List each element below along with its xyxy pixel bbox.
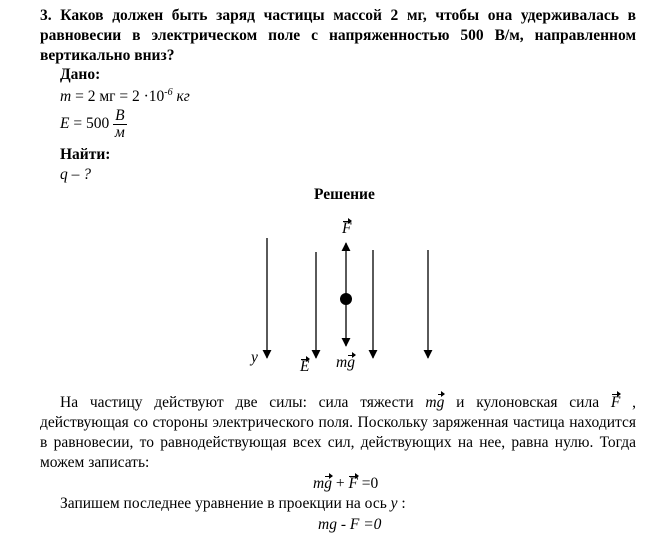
solution-paragraph-1 — [40, 393, 636, 473]
problem-line-2: равновесии в электрическом поле с напряженностью 500 В/м, направленном — [40, 27, 636, 44]
paragraph-1-line-4: можем записать: — [40, 454, 150, 471]
find-item: q – ? — [60, 166, 91, 183]
given-heading: Дано: — [60, 66, 101, 83]
paragraph-1-line-3: в равновесии, то равнодействующая всех сил, действующих на нее, равна нулю. Тогда — [40, 434, 636, 451]
solution-heading: Решение — [314, 186, 375, 203]
equation-vector-sum: mg + F =0 — [313, 475, 379, 492]
charged-particle — [340, 293, 352, 305]
equation-projection: mg - F =0 — [318, 516, 382, 533]
problem-line-1: 3. Каков должен быть заряд частицы массой 2 мг, чтобы она удерживалась в — [40, 7, 636, 24]
given-field: E = 500 $\frac{В}{м}$ — [60, 107, 125, 141]
given-mass: m = 2 мг = $2 \cdot 10^{-6}$ кг — [60, 87, 190, 105]
label-y-axis: y — [251, 349, 258, 366]
paragraph-1-line-1: На частицу действуют две силы: сила тяжести mg и кулоновская сила F , — [60, 394, 636, 411]
label-F: F — [342, 220, 352, 237]
find-heading: Найти: — [60, 146, 111, 163]
problem-line-3: вертикально вниз? — [40, 47, 175, 64]
label-mg: mg — [336, 354, 355, 371]
paragraph-1-line-2: действующая со стороны электрического поля. Поскольку заряженная частица находится — [40, 414, 636, 431]
label-E: E — [300, 358, 310, 375]
solution-paragraph-2: Запишем последнее уравнение в проекции на ось y : — [60, 495, 406, 512]
field-unit-fraction: $\frac{В}{м}$ — [114, 107, 125, 141]
